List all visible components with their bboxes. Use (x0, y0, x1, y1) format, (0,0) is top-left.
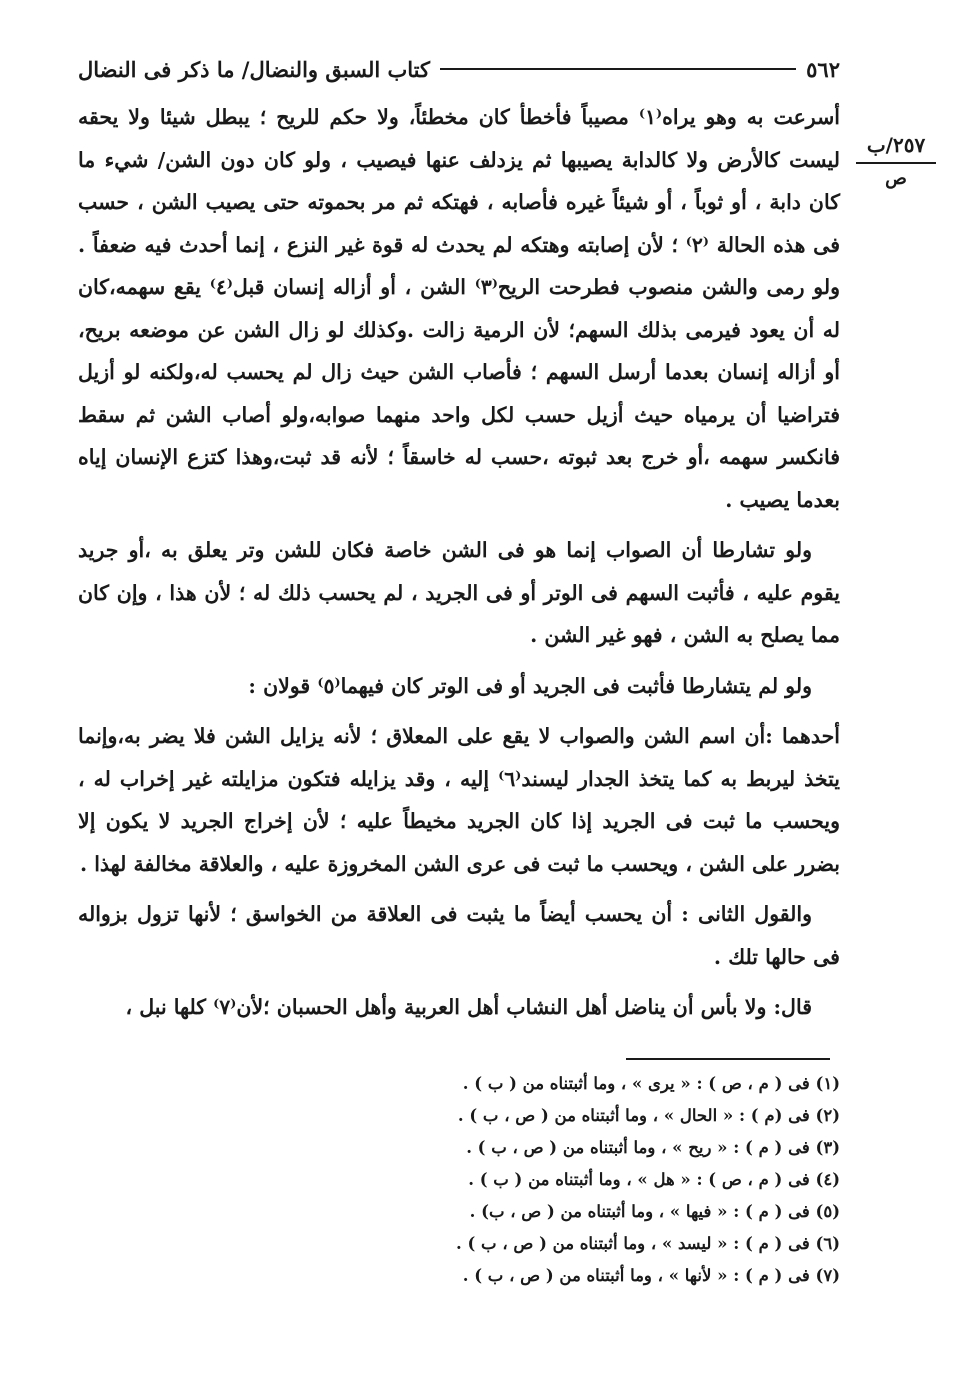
footnote-5: (٥) فى ( م ) : « فيها » ، وما أثبتناه من ( ص ، ب) . (469, 1202, 840, 1221)
running-title: كتاب السبق والنضال/ ما ذكر فى النضال (78, 56, 430, 82)
footnote-4: (٤) فى ( م ، ص ) : « هل » ، وما أثبتناه من ( ب ) . (468, 1170, 840, 1189)
main-text (78, 96, 840, 1037)
footnote-2: (٢) فى (م ) : « الحال » ، وما أثبتناه من ( ص ، ب ) . (457, 1106, 840, 1125)
paragraph-6: قال: ولا بأس أن يناضل أهل النشاب أهل العربية وأهل الحسبان ؛لأن⁽٧⁾ كلها نبل ، (125, 995, 812, 1019)
paragraph-1: أسرعت به وهو يراه⁽١⁾ مصيباً فأخطأ كان مخطئاً، ولا حكم للريح ؛ يبطل شيئا ولا يحقه ليست كالأرض ولا كالدابة يصيبها ثم يزدلف عنها فيصيب ، ولو كان دون الشن/ شيء ما كان دابة ، أو ثوباً ، أو شيئاً غيره فأصابه ، فهتكه ثم مر بحموته حتى يصيب الشن ، حسب فى هذه الحالة ⁽٢⁾ ؛ لأن إصابته وهتكه لم يحدث له قوة غير النزع ، إنما أحدث فيه ضعفاً . ولو رمى والشن منصوب فطرحت الريح⁽٣⁾ الشن ، أو أزاله إنسان قبل⁽٤⁾ يقع سهمه،كان له أن يعود فيرمى بذلك السهم؛ لأن الرمية زالت .وكذلك لو زال الشن عن موضعه بريح، أو أزاله إنسان بعدما أرسل السهم ؛ فأصاب الشن حيث زال لم يحسب له،ولكنه لو أزيل فتراضيا أن يرمياه حيث أزيل حسب لكل واحد منهما صوابه،ولو أصاب الشن ثم سقط فانكسر سهمه ،أو خرج بعد ثبوته ،حسب له خاسقاً ؛ لأنه قد ثبت،وهذا كتزع الإنسان إياه بعدما يصيب . (78, 105, 841, 512)
paragraph-2: ولو تشارطا أن الصواب إنما هو فى الشن خاصة فكان للشن وتر يعلق به ،أو جريد يقوم عليه ، فأثبت السهم فى الوتر أو فى الجريد ، لم يحسب ذلك له ؛ لأن هذا ، وإن كان مما يصلح به الشن ، فهو غير الشن . (78, 538, 840, 647)
footnote-separator (626, 1058, 830, 1060)
paragraph-5: والقول الثانى : أن يحسب أيضاً ما يثبت فى العلاقة من الخواسق ؛ لأنها تزول بزواله فى حالها تلك . (78, 902, 840, 969)
footnote-3: (٣) فى ( م ) : « ريح » ، وما أثبتناه من ( ص ، ب ) . (466, 1138, 840, 1157)
footnotes (400, 1068, 840, 1292)
footnote-7: (٧) فى ( م ) : « لأنها » ، وما أثبتناه من ( ص ، ب ) . (462, 1266, 840, 1285)
manuscript-siglum: ص (885, 168, 907, 189)
margin-note (856, 130, 936, 194)
running-head (78, 52, 840, 86)
header-rule (440, 68, 796, 70)
paragraph-4: أحدهما :أن اسم الشن والصواب لا يقع على المعلاق ؛ لأنه يزايل الشن فلا يضر به،وإنما يتخذ ليربط به كما يتخذ الجدار ليسند⁽٦⁾ إليه ، وقد يزايله فتكون مزايلته غير إخراب له ، ويحسب ما ثبت فى الجريد إذا كان الجريد مخيطاً عليه ؛ لأن إخراج الجريد لا يكون إلا بضرر على الشن ، ويحسب ما ثبت فى عرى الشن المخروزة عليه ، والعلاقة مخالفة لهذا . (78, 724, 841, 876)
paragraph-3: ولو لم يتشارطا فأثبت فى الجريد أو فى الوتر كان فيهما⁽٥⁾ قولان : (248, 673, 812, 698)
footnote-6: (٦) فى ( م ) : « ليسد » ، وما أثبتناه من ( ص ، ب ) . (456, 1234, 840, 1253)
folio-reference: ٢٥٧/ب (856, 130, 936, 164)
page-number: ٥٦٢ (806, 56, 840, 82)
footnote-1: (١) فى ( م ، ص ) : « يرى » ، وما أثبتناه من ( ب ) . (462, 1074, 840, 1093)
